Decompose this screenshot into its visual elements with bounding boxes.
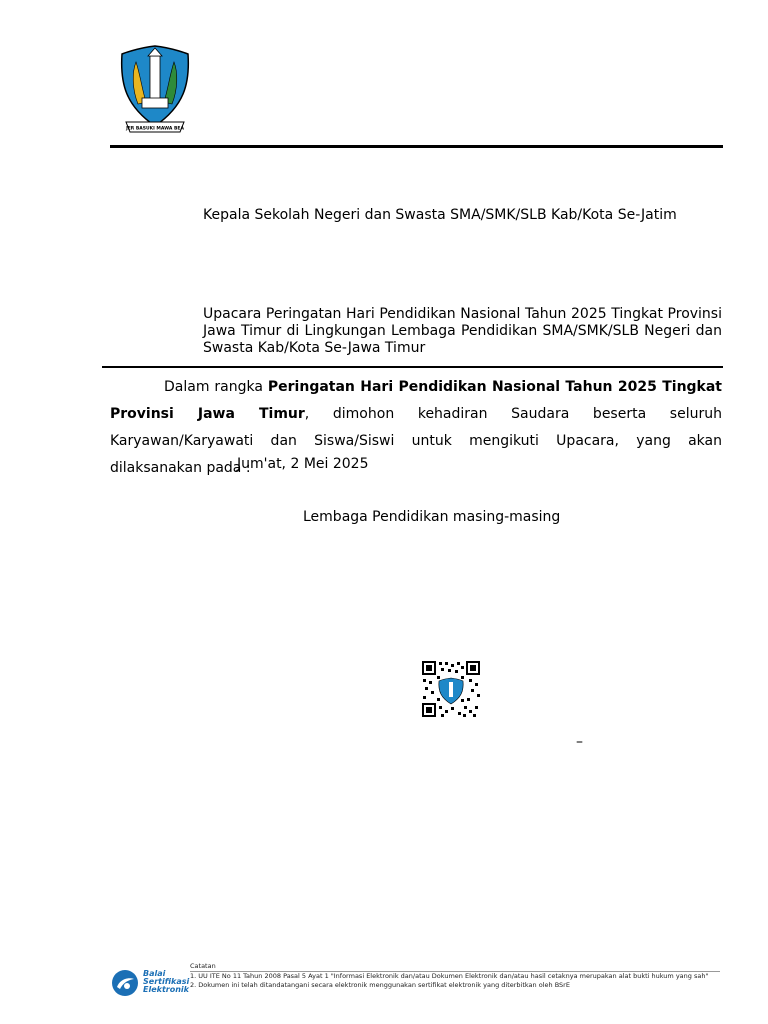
qr-code-icon <box>421 660 481 718</box>
bsre-logo-text: Balai Sertifikasi Elektronik <box>143 969 190 994</box>
event-date: Jum'at, 2 Mei 2025 <box>237 456 369 472</box>
footer-notes <box>190 962 720 990</box>
body-paragraph <box>110 374 722 482</box>
subject: Upacara Peringatan Hari Pendidikan Nasional Tahun 2025 Tingkat Provinsi Jawa Timur di Lingkungan Lembaga Pendidikan SMA/SMK/SLB Negeri dan Swasta Kab/Kota Se-Jawa Timur <box>203 306 722 356</box>
addressee: Kepala Sekolah Negeri dan Swasta SMA/SMK/SLB Kab/Kota Se-Jatim <box>203 207 677 223</box>
body-intro: Dalam rangka <box>164 379 268 395</box>
note-2: 2. Dokumen ini telah ditandatangani secara elektronik menggunakan sertifikat elektronik yang diterbitkan oleh BSrE <box>190 981 570 989</box>
event-place: Lembaga Pendidikan masing-masing <box>303 509 561 525</box>
note-1: 1. UU ITE No 11 Tahun 2008 Pasal 5 Ayat 1 "Informasi Elektronik dan/atau Dokumen Elektronik dan/atau hasil cetaknya merupakan alat bukti hukum yang sah" <box>190 972 709 980</box>
header-rule <box>110 145 723 148</box>
subject-rule <box>102 366 723 368</box>
body-rest: , dimohon kehadiran Saudara beserta seluruh Karyawan/Karyawati dan Siswa/Siswi untuk mengikuti Upacara, yang akan dilaksanakan pada : <box>110 406 722 476</box>
logo-motto: JER BASUKI MAWA BEA <box>126 126 184 132</box>
body-event-name: Peringatan Hari Pendidikan Nasional Tahun 2025 Tingkat Provinsi Jawa Timur <box>110 379 723 422</box>
jawa-timur-coat-of-arms-icon <box>118 44 192 136</box>
notes-title: Catatan <box>190 962 216 970</box>
signature-line: – <box>576 734 583 750</box>
